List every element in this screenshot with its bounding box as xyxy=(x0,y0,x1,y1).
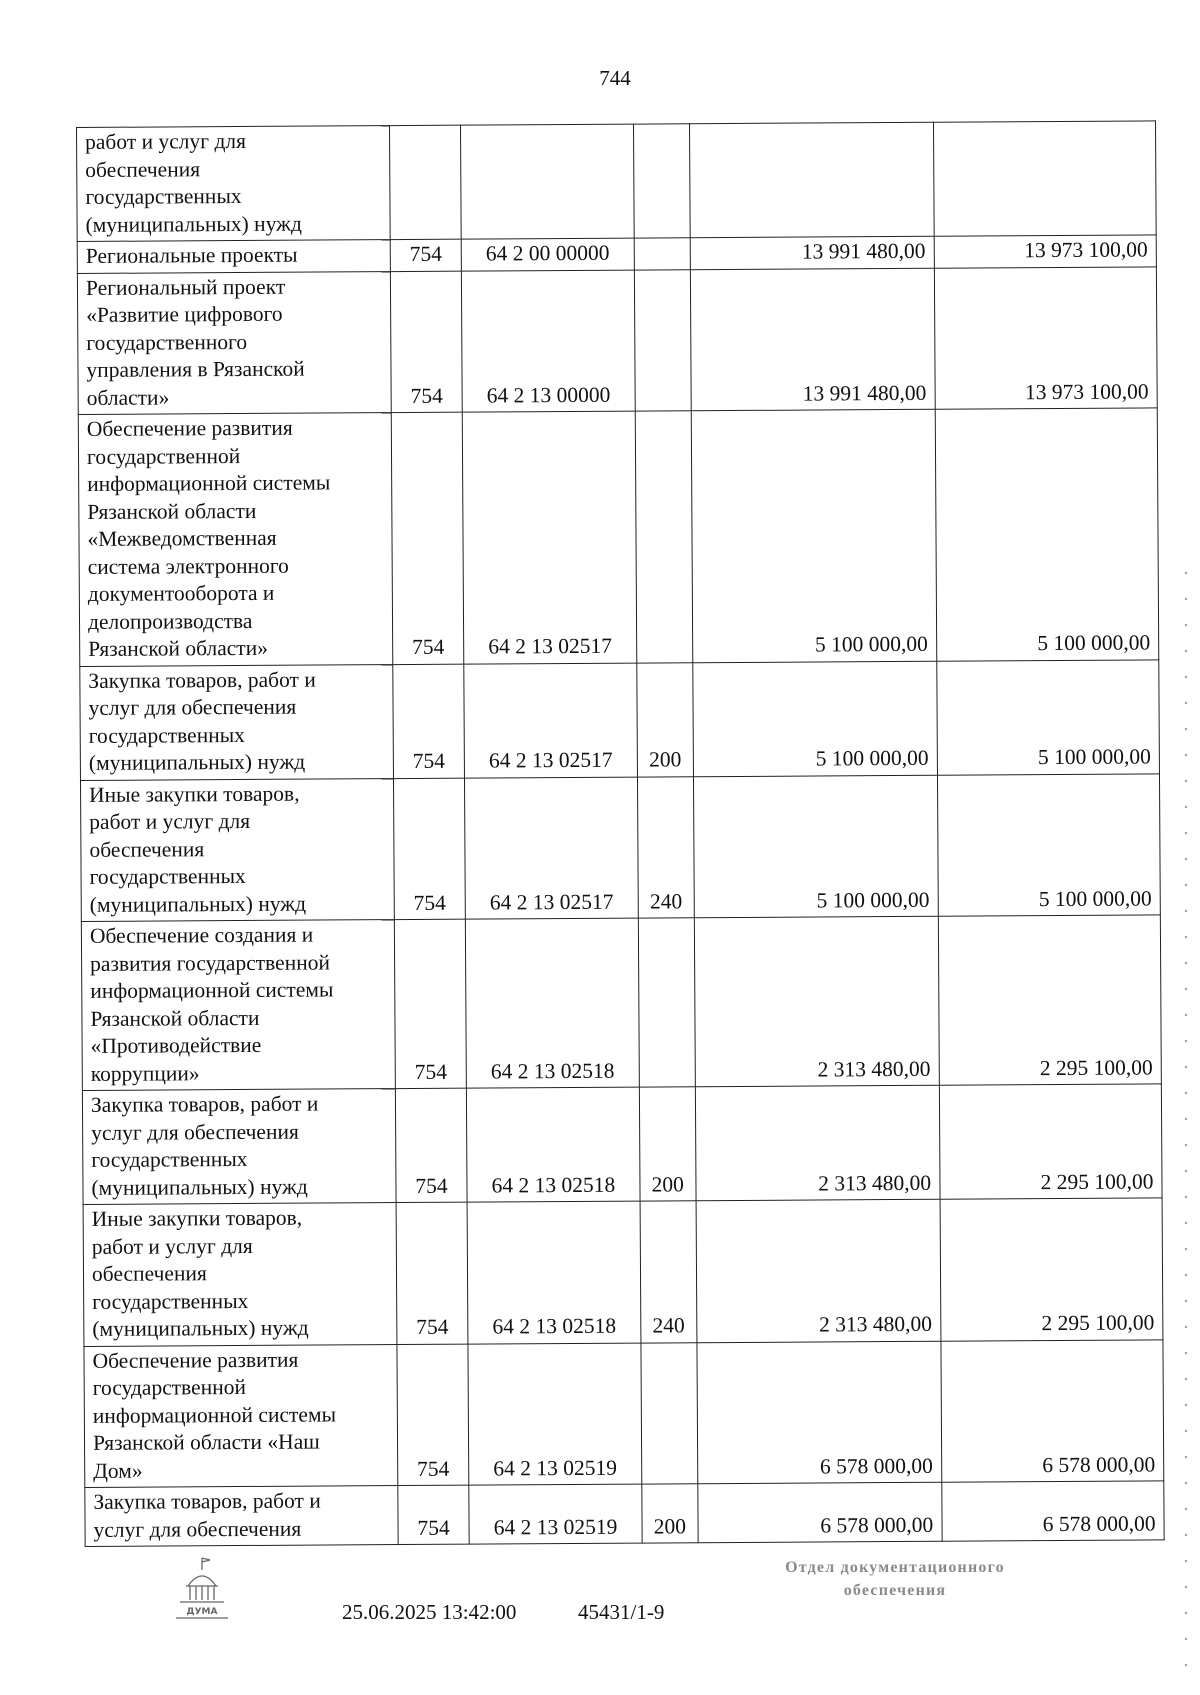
item-name-cell: Закупка товаров, работ и услуг для обеспечения xyxy=(85,1486,398,1547)
table-row xyxy=(85,1481,1164,1547)
target-article-cell: 64 2 13 02518 xyxy=(466,1087,639,1202)
table-row xyxy=(81,915,1161,1091)
target-article-cell: 64 2 13 02518 xyxy=(467,1201,640,1344)
amount-year1-cell: 13 991 480,00 xyxy=(690,268,935,411)
expense-type-cell xyxy=(634,238,690,270)
amount-year1-cell: 2 313 480,00 xyxy=(695,1085,940,1200)
admin-code-cell: 754 xyxy=(390,271,462,413)
expense-type-cell xyxy=(633,124,690,238)
amount-year1-cell: 5 100 000,00 xyxy=(691,409,936,662)
amount-year2-cell: 13 973 100,00 xyxy=(934,235,1157,268)
target-article-cell: 64 2 13 02519 xyxy=(469,1484,642,1544)
target-article-cell xyxy=(461,124,634,239)
amount-year1-cell: 6 578 000,00 xyxy=(697,1341,942,1484)
admin-code-cell: 754 xyxy=(398,1485,470,1544)
item-name-cell: Закупка товаров, работ и услуг для обеспечения государственных (муниципальных) нужд xyxy=(80,664,394,780)
amount-year1-cell: 13 991 480,00 xyxy=(690,236,934,269)
table-row xyxy=(78,408,1159,666)
admin-code-cell: 754 xyxy=(395,1088,467,1202)
expense-type-cell: 240 xyxy=(637,776,694,918)
expense-type-cell xyxy=(635,411,693,663)
target-article-cell: 64 2 13 02517 xyxy=(464,663,637,778)
budget-table xyxy=(76,120,1165,1547)
item-name-cell: Иные закупки товаров, работ и услуг для обеспечения государственных (муниципальных) нужд xyxy=(83,1203,397,1346)
item-name-cell: Региональный проект «Развитие цифрового государственного управления в Рязанской области» xyxy=(77,271,391,414)
scan-edge-dots xyxy=(1182,560,1190,1670)
target-article-cell: 64 2 13 02518 xyxy=(465,918,639,1088)
expense-type-cell: 200 xyxy=(637,662,694,776)
admin-code-cell: 754 xyxy=(394,919,466,1088)
amount-year1-cell: 6 578 000,00 xyxy=(698,1482,942,1542)
admin-code-cell: 754 xyxy=(391,412,464,664)
admin-code-cell: 754 xyxy=(393,664,465,778)
print-datetime: 25.06.2025 13:42:00 xyxy=(342,1600,517,1624)
target-article-cell: 64 2 00 00000 xyxy=(461,238,634,271)
amount-year1-cell: 5 100 000,00 xyxy=(693,661,938,776)
expense-type-cell: 200 xyxy=(642,1484,698,1543)
page-number: 744 xyxy=(599,66,631,90)
expense-type-cell xyxy=(641,1342,698,1484)
duma-building-icon xyxy=(172,1556,232,1622)
admin-code-cell: 754 xyxy=(393,778,465,920)
admin-code-cell: 754 xyxy=(396,1202,468,1344)
amount-year2-cell: 2 295 100,00 xyxy=(940,1198,1163,1341)
logo-text: ДУМА xyxy=(186,1607,218,1617)
amount-year1-cell: 2 313 480,00 xyxy=(694,916,939,1086)
admin-code-cell xyxy=(389,125,461,239)
table-row xyxy=(80,659,1160,780)
document-number: 45431/1-9 xyxy=(578,1600,665,1624)
table-row xyxy=(77,266,1157,414)
amount-year1-cell xyxy=(689,122,934,237)
table-row xyxy=(82,1084,1162,1205)
admin-code-cell: 754 xyxy=(397,1344,469,1486)
table-row xyxy=(83,1198,1163,1346)
table-body xyxy=(77,121,1165,1547)
item-name-cell: Обеспечение развития государственной информационной системы Рязанской области «Межведомственная система электронного документооборота и делопроизводства Рязанской области» xyxy=(78,413,392,666)
amount-year2-cell: 5 100 000,00 xyxy=(935,408,1159,661)
amount-year2-cell: 2 295 100,00 xyxy=(939,1084,1162,1199)
item-name-cell: Обеспечение развития государственной информационной системы Рязанской области «Наш Дом» xyxy=(84,1344,398,1487)
item-name-cell: Региональные проекты xyxy=(77,240,390,273)
amount-year1-cell: 5 100 000,00 xyxy=(693,775,938,918)
amount-year1-cell: 2 313 480,00 xyxy=(696,1199,941,1342)
table-row xyxy=(80,773,1160,921)
amount-year2-cell: 5 100 000,00 xyxy=(936,659,1159,774)
amount-year2-cell: 6 578 000,00 xyxy=(941,1339,1164,1482)
expense-type-cell: 200 xyxy=(639,1087,696,1201)
amount-year2-cell: 2 295 100,00 xyxy=(938,915,1161,1085)
table-row xyxy=(84,1339,1164,1487)
stamp-line-1: Отдел документационного xyxy=(785,1559,1005,1576)
amount-year2-cell: 5 100 000,00 xyxy=(937,773,1160,916)
target-article-cell: 64 2 13 02517 xyxy=(465,777,638,920)
amount-year2-cell xyxy=(933,121,1156,236)
item-name-cell: Иные закупки товаров, работ и услуг для обеспечения государственных (муниципальных) нужд xyxy=(80,778,394,921)
expense-type-cell xyxy=(634,269,691,411)
table-row xyxy=(77,121,1157,242)
item-name-cell: работ и услуг для обеспечения государственных (муниципальных) нужд xyxy=(77,126,391,242)
target-article-cell: 64 2 13 02519 xyxy=(468,1343,641,1486)
amount-year2-cell: 6 578 000,00 xyxy=(941,1481,1164,1541)
target-article-cell: 64 2 13 02517 xyxy=(462,411,636,664)
department-stamp xyxy=(760,1556,1030,1602)
expense-type-cell: 240 xyxy=(640,1201,697,1343)
expense-type-cell xyxy=(638,918,695,1087)
item-name-cell: Обеспечение создания и развития государственной информационной системы Рязанской области «Противодействие коррупции» xyxy=(81,920,395,1091)
stamp-line-2: обеспечения xyxy=(843,1582,947,1599)
item-name-cell: Закупка товаров, работ и услуг для обеспечения государственных (муниципальных) нужд xyxy=(82,1089,396,1205)
target-article-cell: 64 2 13 00000 xyxy=(461,270,634,413)
admin-code-cell: 754 xyxy=(390,239,461,271)
amount-year2-cell: 13 973 100,00 xyxy=(934,266,1157,409)
